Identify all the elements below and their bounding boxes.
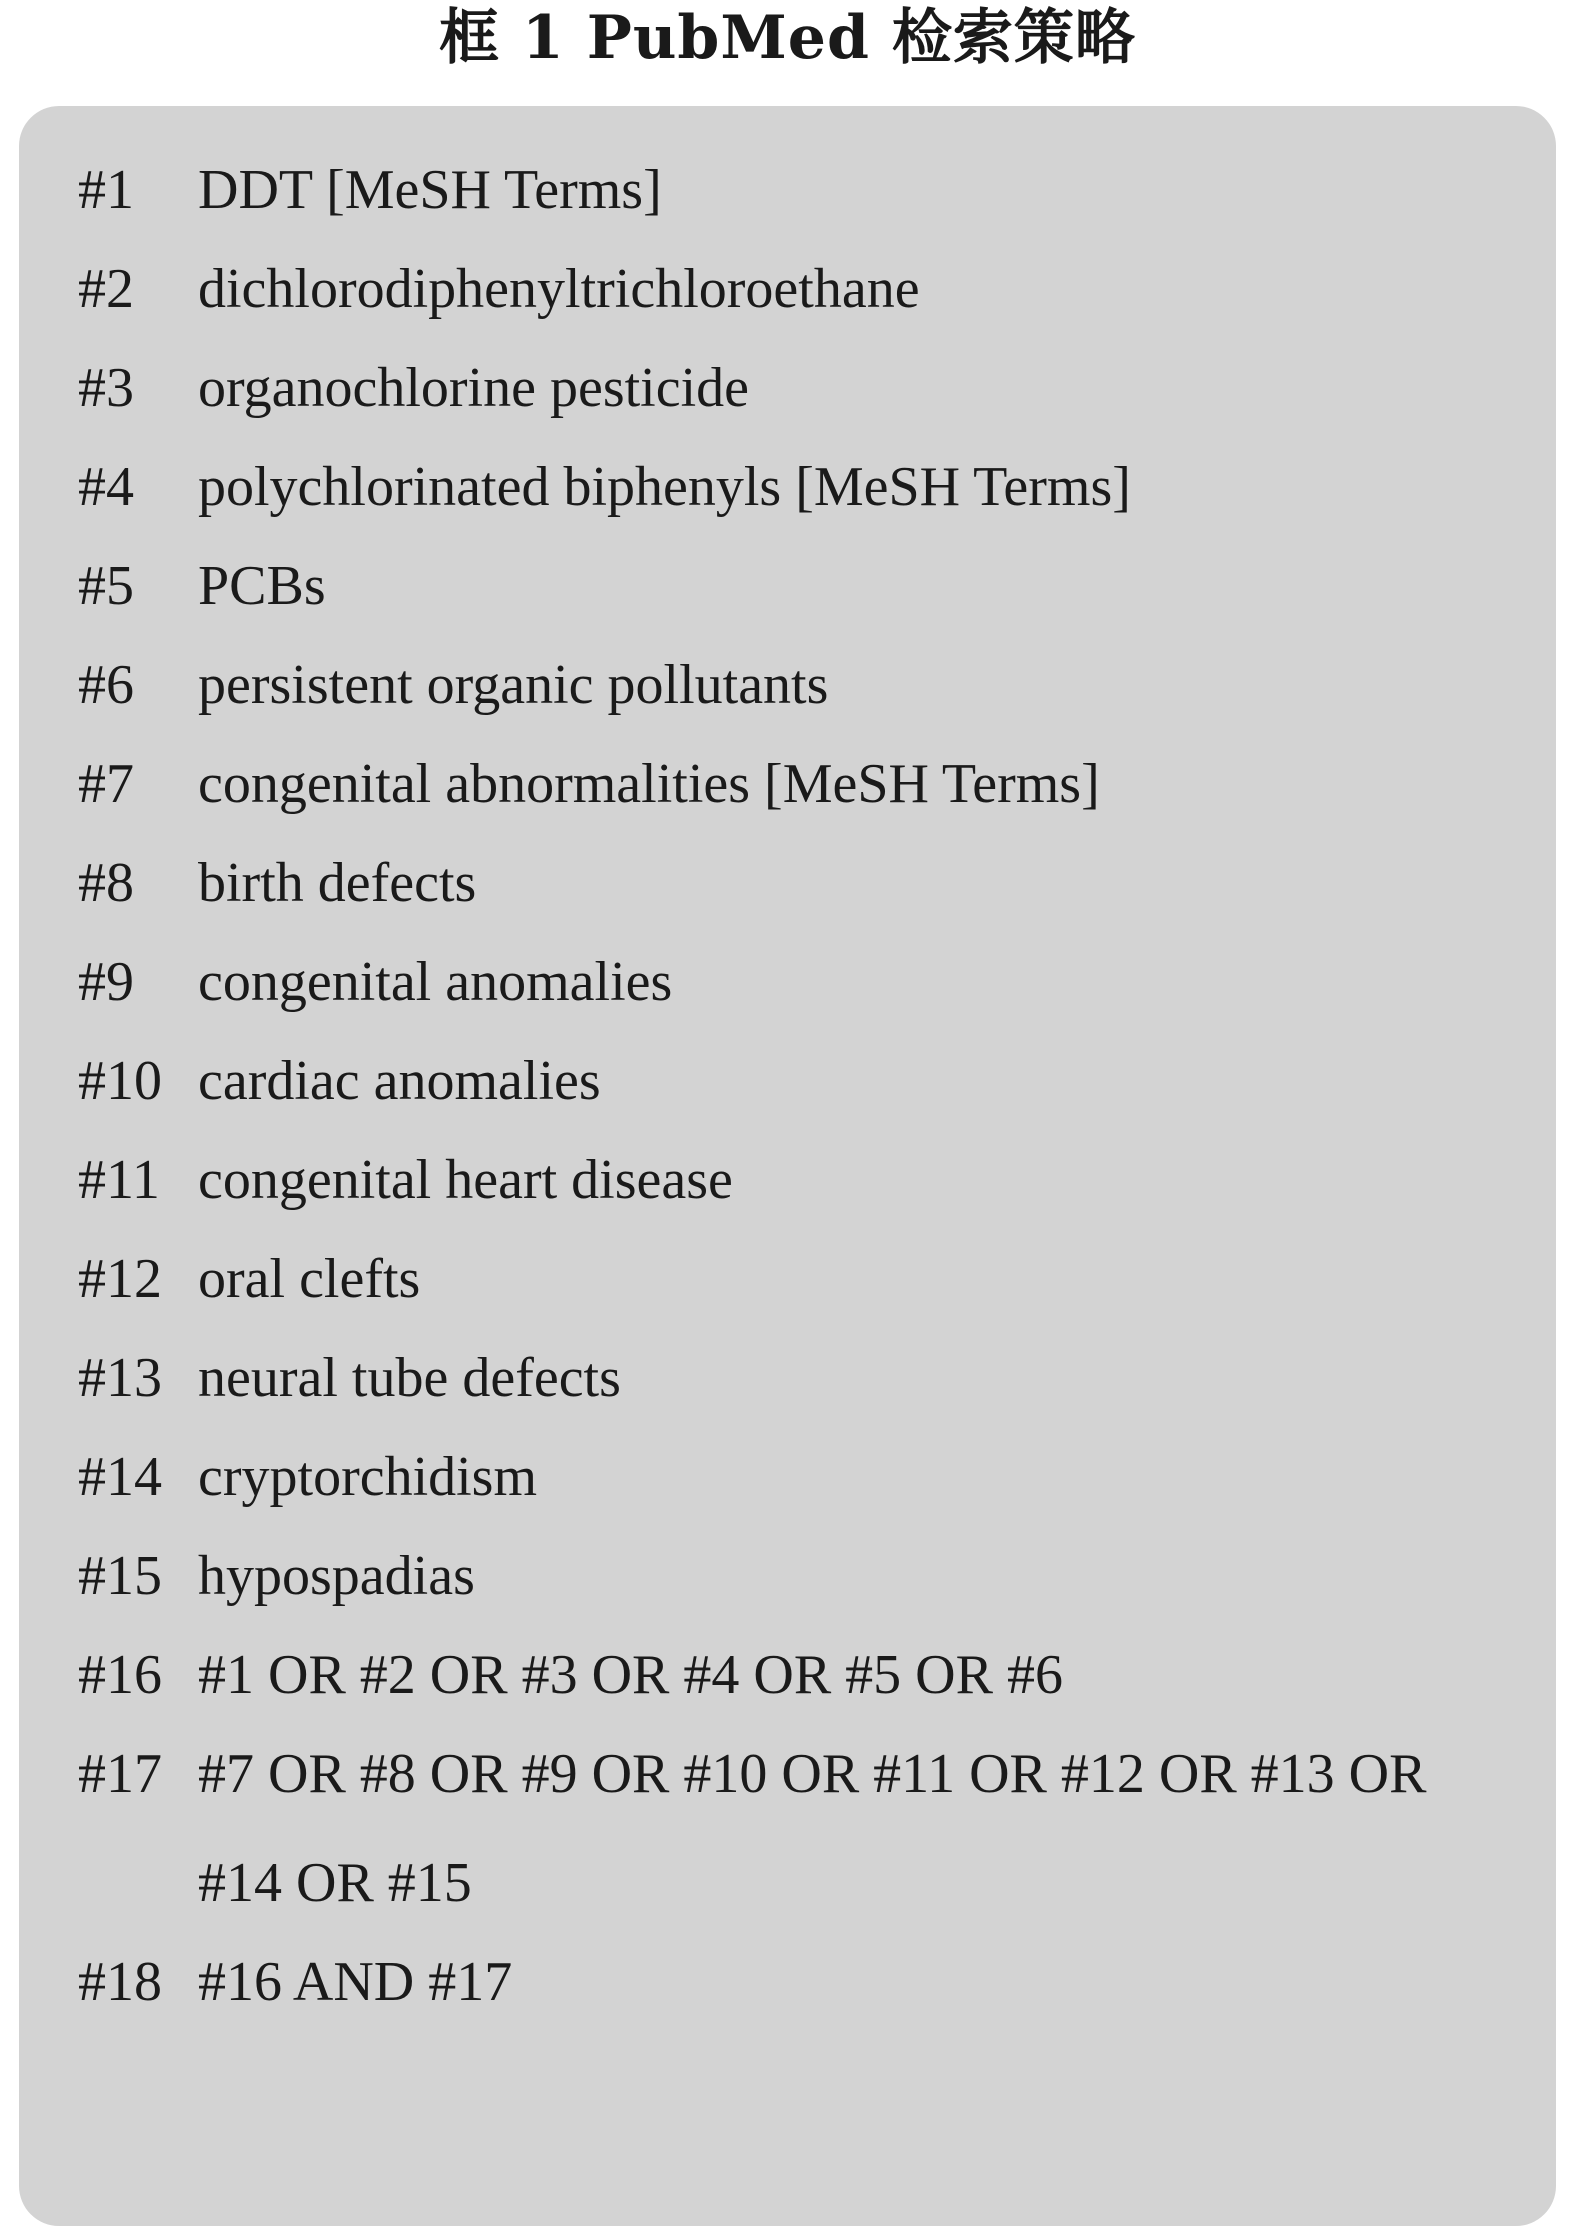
row-number: #8 bbox=[78, 852, 134, 914]
row-number: #4 bbox=[78, 456, 134, 518]
row-term: congenital anomalies bbox=[198, 951, 673, 1013]
row-number: #17 bbox=[78, 1743, 162, 1805]
row-number: #16 bbox=[78, 1644, 162, 1706]
search-strategy-list bbox=[0, 146, 1575, 2037]
strategy-row bbox=[0, 542, 1575, 641]
strategy-row bbox=[0, 1938, 1575, 2037]
row-number: #13 bbox=[78, 1347, 162, 1409]
row-number: #3 bbox=[78, 357, 134, 419]
strategy-row bbox=[0, 1235, 1575, 1334]
box-title: 框 1 PubMed 检索策略 bbox=[439, 3, 1136, 73]
strategy-row bbox=[0, 1730, 1575, 1938]
strategy-row bbox=[0, 1334, 1575, 1433]
strategy-row bbox=[0, 1631, 1575, 1730]
strategy-row bbox=[0, 1136, 1575, 1235]
strategy-row bbox=[0, 641, 1575, 740]
row-number: #9 bbox=[78, 951, 134, 1013]
row-number: #1 bbox=[78, 159, 134, 221]
strategy-row bbox=[0, 344, 1575, 443]
strategy-row bbox=[0, 839, 1575, 938]
row-term: #7 OR #8 OR #9 OR #10 OR #11 OR #12 OR #13 OR #14 OR #15 bbox=[198, 1743, 1427, 1914]
row-term: cardiac anomalies bbox=[198, 1050, 601, 1112]
row-number: #14 bbox=[78, 1446, 162, 1508]
row-term: birth defects bbox=[198, 852, 477, 914]
row-term: oral clefts bbox=[198, 1248, 421, 1310]
row-number: #18 bbox=[78, 1951, 162, 2013]
row-term: neural tube defects bbox=[198, 1347, 621, 1409]
row-number: #7 bbox=[78, 753, 134, 815]
row-term: cryptorchidism bbox=[198, 1446, 538, 1508]
strategy-row bbox=[0, 443, 1575, 542]
row-number: #5 bbox=[78, 555, 134, 617]
strategy-row bbox=[0, 1037, 1575, 1136]
row-number: #10 bbox=[78, 1050, 162, 1112]
strategy-row bbox=[0, 1433, 1575, 1532]
row-term: dichlorodiphenyltrichloroethane bbox=[198, 258, 920, 320]
row-term: #16 AND #17 bbox=[198, 1951, 513, 2013]
row-number: #11 bbox=[78, 1149, 160, 1211]
row-term: organochlorine pesticide bbox=[198, 357, 750, 419]
row-number: #2 bbox=[78, 258, 134, 320]
row-term: PCBs bbox=[198, 555, 326, 617]
row-number: #15 bbox=[78, 1545, 162, 1607]
row-number: #6 bbox=[78, 654, 134, 716]
row-term: hypospadias bbox=[198, 1545, 475, 1607]
row-term: polychlorinated biphenyls [MeSH Terms] bbox=[198, 456, 1131, 518]
strategy-row bbox=[0, 1532, 1575, 1631]
row-term: congenital heart disease bbox=[198, 1149, 733, 1211]
row-term: congenital abnormalities [MeSH Terms] bbox=[198, 753, 1100, 815]
row-term: #1 OR #2 OR #3 OR #4 OR #5 OR #6 bbox=[198, 1644, 1063, 1706]
strategy-row bbox=[0, 740, 1575, 839]
strategy-row bbox=[0, 938, 1575, 1037]
row-term: persistent organic pollutants bbox=[198, 654, 829, 716]
row-number: #12 bbox=[78, 1248, 162, 1310]
strategy-row bbox=[0, 245, 1575, 344]
row-term: DDT [MeSH Terms] bbox=[198, 159, 662, 221]
strategy-row bbox=[0, 146, 1575, 245]
